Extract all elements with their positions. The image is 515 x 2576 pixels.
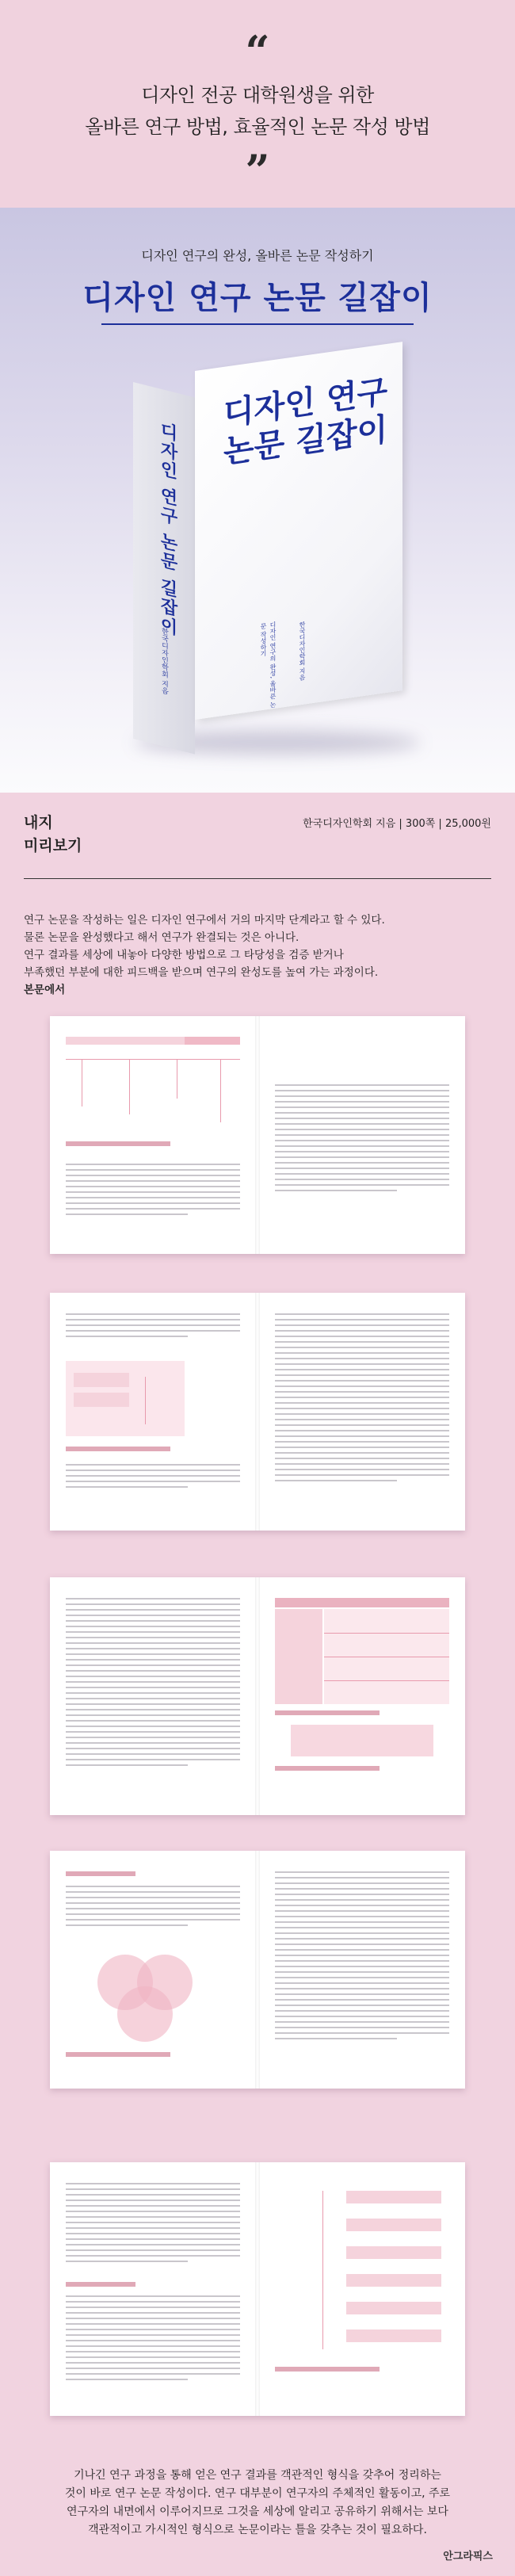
book-spine — [133, 382, 195, 754]
text-block — [66, 1164, 240, 1219]
figure-caption — [275, 1766, 380, 1771]
flow-box — [346, 2329, 441, 2342]
table-row-divider — [324, 1680, 449, 1681]
figure-caption — [66, 1447, 170, 1451]
flow-box — [346, 2302, 441, 2314]
spread-2-left-page — [66, 1313, 240, 1512]
text-block — [275, 1084, 449, 1195]
intro-line-3: 연구 결과를 세상에 내놓아 다양한 방법으로 그 타당성을 검증 받거나 — [24, 949, 344, 961]
close-quote-mark: ” — [245, 145, 270, 196]
book-cover — [195, 342, 402, 720]
page-spread-3 — [50, 1577, 465, 1815]
outro-line-3: 연구자의 내면에서 이루어지므로 그것을 세상에 알리고 공유하기 위해서는 보다 — [67, 2505, 448, 2518]
title-underline — [101, 323, 414, 325]
spread-2-right-page — [275, 1313, 449, 1512]
cover-author: 한국디자인학회 지음 — [299, 621, 306, 682]
spread-5-left-page — [66, 2183, 240, 2397]
page-spread-5 — [50, 2162, 465, 2416]
diagram-box — [74, 1373, 129, 1387]
spread-1-left-page — [66, 1037, 240, 1235]
intro-line-1: 연구 논문을 작성하는 일은 디자인 연구에서 거의 마지막 단계라고 할 수 있다. — [24, 914, 385, 927]
book-tagline: 디자인 연구의 완성, 올바른 논문 작성하기 — [141, 248, 374, 263]
diagram-box — [74, 1393, 129, 1407]
outro-line-1: 기나긴 연구 과정을 통해 얻은 연구 결과를 객관적인 형식을 갖추어 정리하는 — [74, 2469, 441, 2482]
spread-5-right-page — [275, 2183, 449, 2397]
text-block — [275, 1871, 449, 2043]
hero-line-1: 디자인 전공 대학원생을 위한 — [141, 84, 374, 106]
venn-circle — [117, 1986, 173, 2042]
timeline-tick — [220, 1059, 221, 1122]
text-block — [66, 1313, 240, 1341]
outro-line-2: 것이 바로 연구 논문 작성이다. 연구 대부분이 연구자의 주체적인 활동이고, 주로 — [64, 2487, 451, 2500]
preview-title-line-2: 미리보기 — [24, 836, 82, 854]
open-quote-mark: “ — [245, 26, 270, 77]
page-spread-4 — [50, 1851, 465, 2089]
diagram-connector — [145, 1377, 146, 1424]
text-block — [66, 2295, 240, 2384]
figure-caption — [66, 1141, 170, 1146]
publisher-logo: 안그라픽스 — [443, 2551, 493, 2563]
intro-line-4: 부족했던 부분에 대한 피드백을 받으며 연구의 완성도를 높여 가는 과정이다. — [24, 966, 379, 979]
flow-box — [346, 2191, 441, 2203]
flow-line — [322, 2191, 323, 2349]
preview-header — [0, 793, 515, 912]
hero-line-2: 올바른 연구 방법, 효율적인 논문 작성 방법 — [85, 116, 430, 138]
hero-quote-section — [0, 0, 515, 208]
timeline-tick — [129, 1059, 130, 1114]
text-block — [66, 1464, 240, 1492]
cover-title: 디자인 연구 논문 길잡이 — [223, 373, 388, 471]
preview-title — [24, 812, 82, 857]
timeline-axis — [66, 1059, 240, 1060]
book-meta: 한국디자인학회 지음 | 300쪽 | 25,000원 — [303, 818, 491, 830]
spread-4-right-page — [275, 1871, 449, 2070]
text-block — [66, 1598, 240, 1770]
spread-3-right-page — [275, 1598, 449, 1796]
page-spread-1 — [50, 1016, 465, 1254]
intro-line-2: 물론 논문을 완성했다고 해서 연구가 완결되는 것은 아니다. — [24, 931, 299, 944]
flow-diagram — [291, 1725, 433, 1756]
spread-1-right-page — [275, 1037, 449, 1235]
spread-4-left-page — [66, 1871, 240, 2070]
page-spread-2 — [50, 1293, 465, 1531]
cover-subtitle: 디자인 연구의 완성, 올바른 논문 작성하기 — [260, 621, 277, 709]
spine-title: 디자인 연구 논문 길잡이 — [158, 419, 177, 638]
section-heading — [66, 2282, 135, 2287]
flow-box — [346, 2219, 441, 2231]
intro-text — [24, 912, 499, 999]
outro-line-4: 객관적이고 가시적인 형식으로 논문이라는 틀을 갖추는 것이 필요하다. — [88, 2524, 427, 2536]
table-row-divider — [324, 1633, 449, 1634]
figure-caption — [66, 2052, 170, 2057]
book-hero-section — [0, 208, 515, 793]
figure-caption — [275, 2367, 380, 2372]
figure-caption — [275, 1710, 380, 1715]
text-block — [66, 1886, 240, 1930]
preview-title-line-1: 내지 — [24, 814, 53, 831]
text-block — [275, 1313, 449, 1485]
flow-box — [346, 2274, 441, 2287]
flow-box — [346, 2246, 441, 2259]
table-column — [275, 1609, 322, 1704]
book-title: 디자인 연구 논문 길잡이 — [82, 280, 433, 316]
table-header — [275, 1598, 449, 1607]
spread-3-left-page — [66, 1598, 240, 1796]
timeline-highlight — [185, 1037, 240, 1045]
intro-source: 본문에서 — [24, 984, 66, 996]
section-heading — [66, 1871, 135, 1876]
spine-author: 한국디자인학회 지음 — [160, 626, 168, 695]
divider — [24, 878, 491, 879]
text-block — [66, 2183, 240, 2266]
outro-text — [24, 2467, 491, 2540]
